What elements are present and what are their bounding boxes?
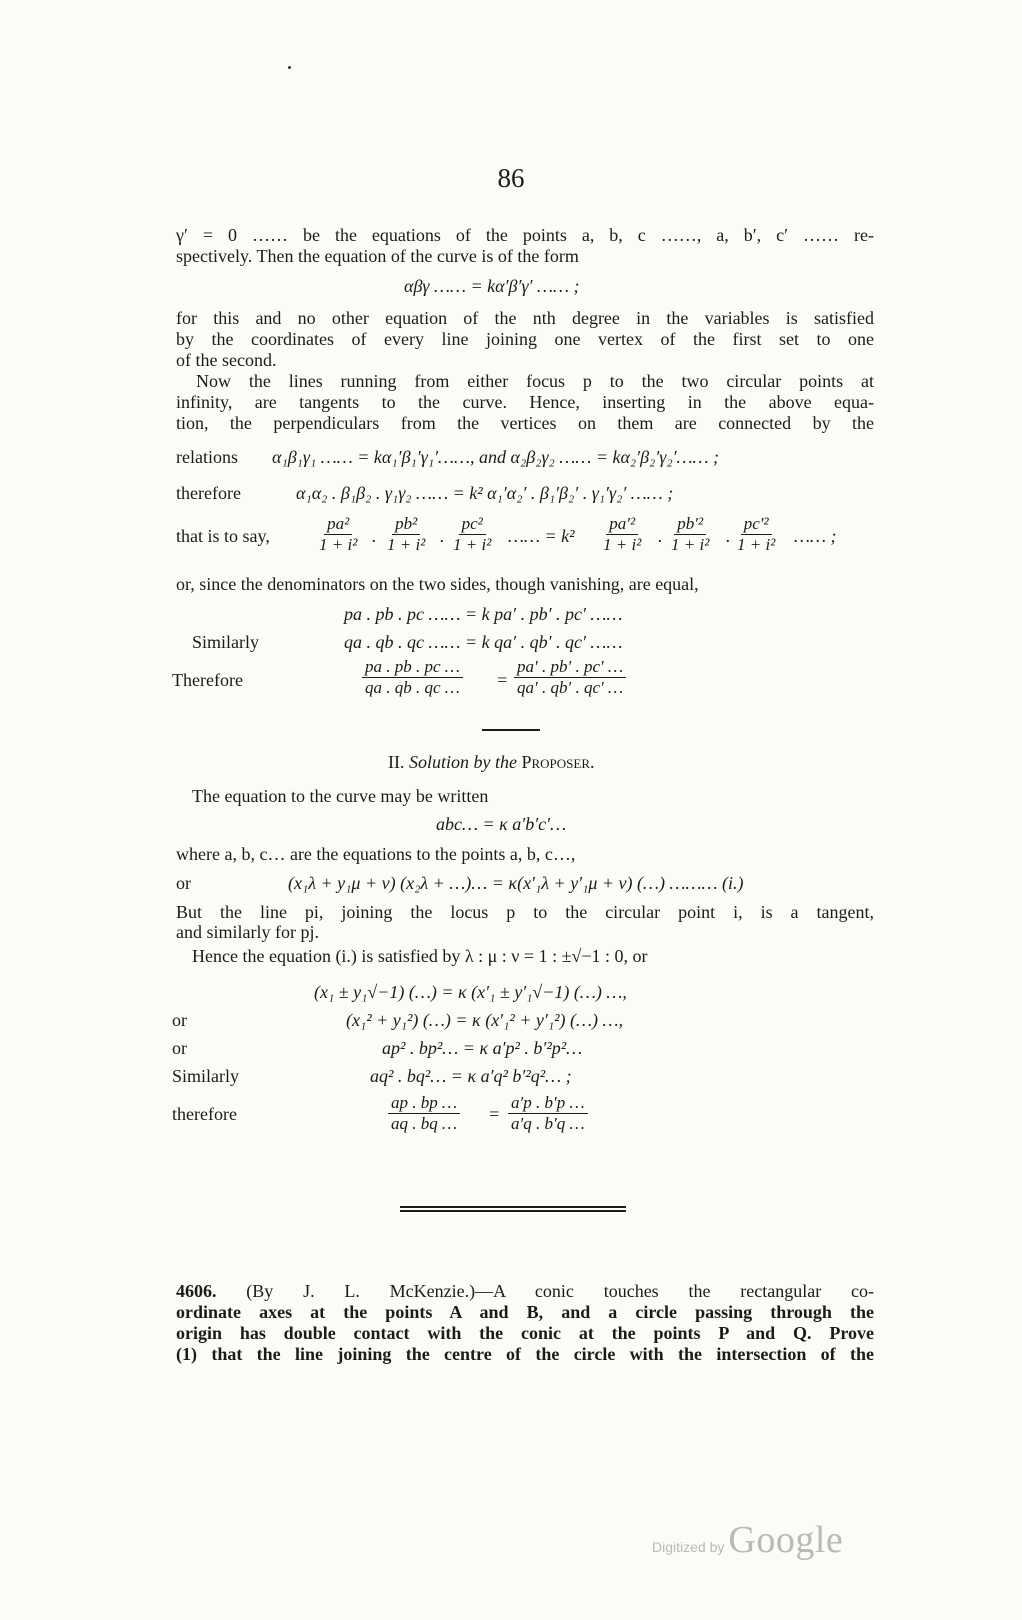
fraction: $\frac{\text{pa²}}{\text{1 + i²}}$ (319, 514, 358, 554)
text-line: But the line pi, joining the locus p to the circular point i, is a tangent, (176, 902, 874, 922)
section-divider (400, 1210, 626, 1212)
fraction: $\frac{\text{pb²}}{\text{1 + i²}}$ (387, 514, 426, 554)
digitized-watermark: Digitized by Google (652, 1519, 844, 1561)
text-line: for this and no other equation of the nth degree in the variables is satisfied (176, 308, 874, 328)
section-heading: II. Solution by the Proposer. (388, 752, 595, 772)
question-number: 4606. (176, 1281, 217, 1301)
text-line: γ′ = 0 …… be the equations of the points a, b, c ……, a, b′, c′ …… re- (176, 225, 874, 245)
equation: α₁α₂ . β₁β₂ . γ₁γ₂ …… = k² α₁′α₂′ . β₁′β₂′ . γ₁′γ₂′ …… ; (296, 483, 674, 503)
scan-speck (288, 66, 291, 69)
section-divider (400, 1206, 626, 1208)
fraction: $\frac{\text{pb′²}}{\text{1 + i²}}$ (671, 514, 710, 554)
fraction: $\frac{\text{pc²}}{\text{1 + i²}}$ (453, 514, 492, 554)
equation: αβγ …… = kα′β′γ′ …… ; (404, 276, 580, 296)
page-number: 86 (497, 163, 525, 193)
equation: α₁β₁γ₁ …… = kα₁′β₁′γ₁′……, and α₂β₂γ₂ …… = kα₂′β₂′γ₂′…… ; (272, 447, 720, 467)
equation: (x₁² + y₁²) (…) = κ (x′₁² + y′₁²) (…) …, (346, 1010, 623, 1030)
text-line: Now the lines running from either focus p to the two circular points at (196, 371, 874, 391)
label-therefore: therefore (176, 483, 241, 503)
equation: aq² . bq²… = κ a′q² b′²q²… ; (370, 1066, 572, 1086)
fraction: $\frac{ap . bp \dots}{aq . bq \dots}$ (388, 1093, 460, 1134)
equation: abc… = κ a′b′c′… (436, 814, 567, 834)
text-line: by the coordinates of every line joining one vertex of the first set to one (176, 329, 874, 349)
label-similarly: Similarly (192, 632, 259, 652)
text-line: and similarly for pj. (176, 922, 319, 942)
equation: (x₁ ± y₁√−1) (…) = κ (x′₁ ± y′₁√−1) (…) …, (314, 982, 627, 1002)
question-line: origin has double contact with the conic at the points P and Q. Prove (176, 1323, 874, 1343)
text-line: tion, the perpendiculars from the vertices on them are connected by the (176, 413, 874, 433)
equation: (x₁λ + y₁μ + ν) (x₂λ + …)… = κ(x′₁λ + y′₁μ + ν) (…) ……… (i.) (288, 873, 744, 893)
question-line: (1) that the line joining the centre of the circle with the intersection of the (176, 1344, 874, 1364)
fraction: $\frac{\text{pc′²}}{\text{1 + i²}}$ (737, 514, 776, 554)
label-that-is-to-say: that is to say, (176, 526, 270, 546)
equation: pa . pb . pc …… = k pa′ . pb′ . pc′ …… (344, 604, 623, 624)
label-therefore: therefore (172, 1104, 237, 1124)
section-divider (482, 729, 540, 731)
label-similarly: Similarly (172, 1066, 239, 1086)
text-line: of the second. (176, 350, 277, 370)
question-line: 4606. (By J. L. McKenzie.)—A conic touches the rectangular co- (176, 1281, 874, 1301)
label-or: or (176, 873, 191, 893)
label-or: or (172, 1038, 187, 1058)
text-line: where a, b, c… are the equations to the points a, b, c…, (176, 844, 576, 864)
fraction: $\frac{pa . pb . pc \dots}{qa . qb . qc \dots}$ (362, 657, 463, 698)
label-relations: relations (176, 447, 238, 467)
text-line: Hence the equation (i.) is satisfied by λ : μ : ν = 1 : ±√−1 : 0, or (192, 946, 648, 966)
google-logo: Google (728, 1519, 844, 1561)
equation: …… = k² (508, 526, 575, 546)
fraction: $\frac{pa' . pb' . pc' \dots}{qa' . qb' . qc' \dots}$ (514, 657, 626, 698)
label-therefore: Therefore (172, 670, 243, 690)
label-or: or (172, 1010, 187, 1030)
text-line: infinity, are tangents to the curve. Hence, inserting in the above equa- (176, 392, 874, 412)
equation: ap² . bp²… = κ a′p² . b′²p²… (382, 1038, 583, 1058)
text-line: spectively. Then the equation of the curve is of the form (176, 246, 579, 266)
equation: …… ; (794, 526, 837, 546)
text-line: or, since the denominators on the two sides, though vanishing, are equal, (176, 574, 699, 594)
question-line: ordinate axes at the points A and B, and a circle passing through the (176, 1302, 874, 1322)
text-line: The equation to the curve may be written (192, 786, 489, 806)
equation: qa . qb . qc …… = k qa′ . qb′ . qc′ …… (344, 632, 623, 652)
fraction: $\frac{a'p . b'p \dots}{a'q . b'q \dots}$ (508, 1093, 588, 1134)
fraction: $\frac{\text{pa′²}}{\text{1 + i²}}$ (603, 514, 642, 554)
